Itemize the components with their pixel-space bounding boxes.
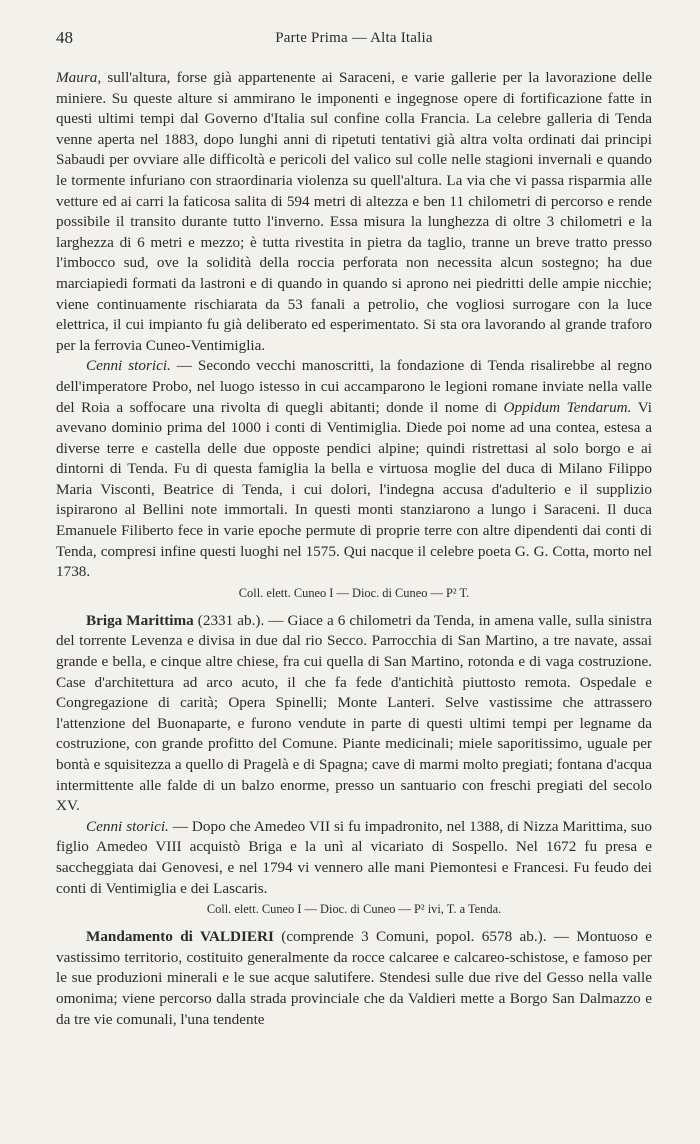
paragraph-tenda-tunnel xyxy=(56,68,652,356)
section-label-cenni-storici: Cenni storici. xyxy=(86,357,171,375)
page-header xyxy=(56,28,652,64)
paragraph-briga-history xyxy=(56,817,652,899)
section-label-cenni-storici: Cenni storici. xyxy=(86,817,169,835)
italic-lead: Maura, xyxy=(56,69,102,86)
entry-heading-briga: Briga Marittima xyxy=(86,611,194,629)
paragraph-text: Vi avevano dominio prima del 1000 i conti di Ventimiglia. Diede poi nome ad una contea, estesa a diverse terre e castella delle due opposte pendici alpine; quindi ristrettasi al solo borgo e ai dintorni di Tenda. Fu di questa famiglia la bella e virtuosa moglie del duca di Milano Filippo Maria Visconti, Beatrice di Tenda, i cui dolori, l'indegna accusa d'adulterio e il supplizio ispirarono al Bellini note immortali. In questi monti stanziarono a lungo i Saraceni. Il duca Emanuele Filiberto fece in varie epoche permute di proprie terre con altre dipendenti dai conti di Tenda, compresi infine questi luoghi nel 1575. Qui nacque il celebre poeta G. G. Cotta, morto nel 1738. xyxy=(56,398,652,581)
paragraph-briga xyxy=(56,611,652,817)
paragraph-valdieri xyxy=(56,927,652,1030)
paragraph-text: — Secondo vecchi manoscritti, la fondazione di Tenda risalirebbe al regno dell'imperatore Probo, nel luogo istesso in cui accamparono le legioni romane inviate nella valle del Roia a soffocare una rivolta di quegli abitanti; donde il nome di xyxy=(56,357,652,416)
paragraph-text: (comprende 3 Comuni, popol. 6578 ab.). — Montuoso e vastissimo territorio, costituito generalmente da rocce calcaree e calcareo-schistose, e famoso per le sue produzioni minerali e le sue acque salutifere. Stendesi sulle due rive del Gesso nella valle omonima; viene percorso dalla strada provinciale che da Valdieri mette a Borgo San Dalmazzo e da tre vie comunali, l'una tendente xyxy=(56,928,652,1028)
paragraph-text: sull'altura, forse già appartenente ai Saraceni, e varie gallerie per la lavorazione delle miniere. Su queste alture si ammirano le imponenti e ingegnose opere di fortificazione fatte in questi ultimi tempi dal Governo d'Italia sul confine colla Francia. La celebre galleria di Tenda venne aperta nel 1883, dopo lunghi anni di ripetuti tentativi già altra volta ordinati dai principi Sabaudi per ovviare alle difficoltà e pericoli del valico sul colle nelle stagioni invernali e quando le tormente infuriano con straordinaria violenza su quell'altura. La via che vi passa risparmia alle vetture ed ai carri la faticosa salita di 594 metri di altezza e ben 11 chilometri di percorso e rende possibile il transito durante tutto l'inverno. Essa misura la lunghezza di oltre 3 chilometri e la larghezza di 6 metri e mezzo; è tutta rivestita in pietra da taglio, tranne un breve tratto presso l'imbocco sud, ove la solidità della roccia perforata non necessita alcun sostegno; ha due marciapiedi formati da lastroni e di quando in quando si aprono nei piedritti delle ampie nicchie; viene continuamente rischiarata da 53 fanali a petrolio, che vogliosi surrogare con la luce elettrica, il cui impianto fu già deliberato ed esperimentato. Si sta ora lavorando al grande traforo per la ferrovia Cuneo-Ventimiglia. xyxy=(56,69,652,354)
paragraph-tenda-history xyxy=(56,356,652,583)
page-number: 48 xyxy=(56,28,73,47)
entry-heading-valdieri: Mandamento di VALDIERI xyxy=(86,928,274,946)
admin-caption-briga: Coll. elett. Cuneo I — Dioc. di Cuneo — P² ivi, T. a Tenda. xyxy=(206,902,502,917)
running-title: Parte Prima — Alta Italia xyxy=(275,30,433,46)
italic-latin-name: Oppidum Tendarum. xyxy=(503,398,632,416)
admin-caption-tenda: Coll. elett. Cuneo I — Dioc. di Cuneo — P² T. xyxy=(238,585,470,600)
page-body xyxy=(56,68,652,1030)
paragraph-text: (2331 ab.). — Giace a 6 chilometri da Tenda, in amena valle, sulla sinistra del torrente Levenza e divisa in due dal rio Secco. Parrocchia di San Martino, a tre navate, assai grande e bella, e cinque altre chiese, fra cui quella di San Martino, rotonda e di vaga costruzione. Case d'architettura ad arco acuto, il che fa fede d'antichità piuttosto remota. Ospedale e Congregazione di carità; Opera Spinelli; Monte Lanteri. Selve vastissime che attrassero l'attenzione del Buonaparte, e furono vendute in parte di questi ultimi tempi per legname da costruzione, con grande profitto del Comune. Piante medicinali; miele saporitissimo, uguale per bontà e squisitezza a quello di Pragelà e di Spagna; cave di marmi molto pregiati; fontana d'acqua intermittente alle falde di un balzo enorme, presso un santuario con freschi pregiati del secolo XV. xyxy=(56,611,652,815)
paragraph-text: — Dopo che Amedeo VII si fu impadronito, nel 1388, di Nizza Marittima, suo figlio Amedeo VIII acquistò Briga e la unì al vicariato di Sospello. Nel 1672 fu presa e saccheggiata dai Genovesi, e nel 1794 vi vennero alle mani Piemontesi e Francesi. Fu feudo dei conti di Ventimiglia e dei Lascaris. xyxy=(56,817,652,897)
